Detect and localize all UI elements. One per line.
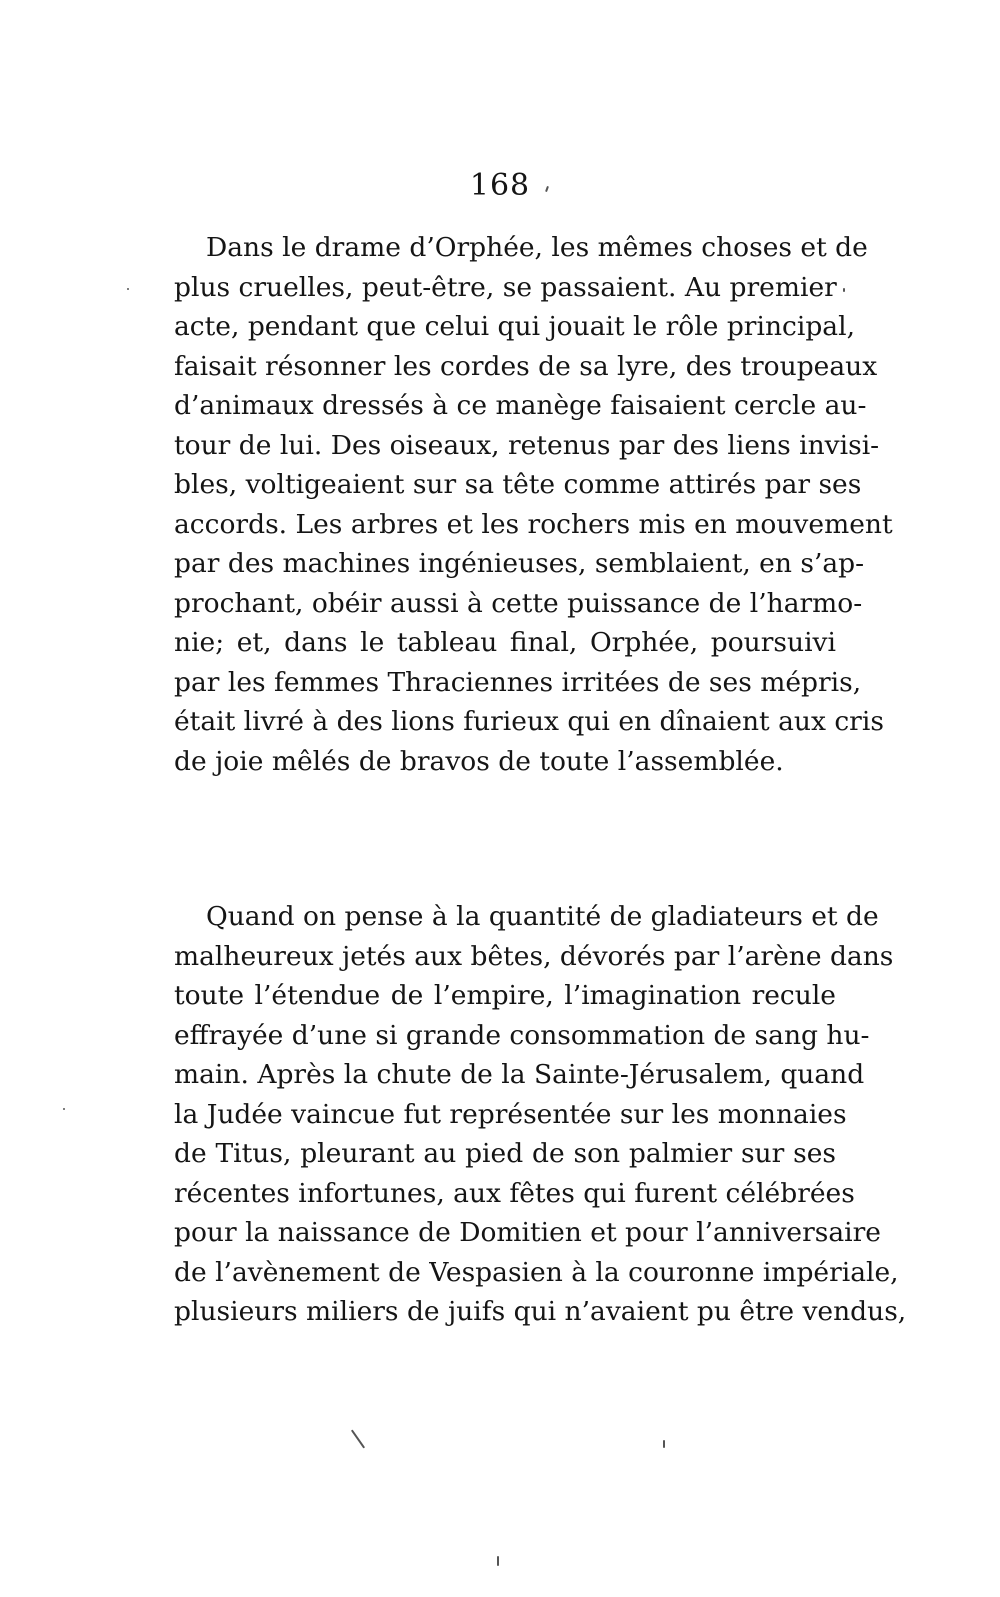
page-number: 168 [469,168,531,203]
text-line: par des machines ingénieuses, semblaient, en s’ap- [174,548,865,579]
scan-speck [663,1440,665,1448]
text-line: récentes infortunes, aux fêtes qui furent célébrées [174,1177,855,1209]
text-line: de Titus, pleurant au pied de son palmier sur ses [174,1138,836,1169]
text-line: acte, pendant que celui qui jouait le rôle principal, [174,311,855,342]
text-line: tour de lui. Des oiseaux, retenus par des liens invisi- [174,429,880,461]
scan-speck [127,288,129,290]
text-line: d’animaux dressés à ce manège faisaient cercle au- [174,390,867,421]
scan-speck [497,1556,499,1566]
text-line: main. Après la chute de la Sainte-Jérusalem, quand [174,1059,865,1090]
text-line: faisait résonner les cordes de sa lyre, des troupeaux [174,350,878,382]
text-line: la Judée vaincue fut représentée sur les monnaies [174,1098,847,1130]
text-line: nie; et, dans le tableau final, Orphée, poursuivi [174,627,836,658]
text-line: Dans le drame d’Orphée, les mêmes choses et de [206,232,868,263]
text-line: pour la naissance de Domitien et pour l’anniversaire [174,1217,881,1248]
text-line: plusieurs miliers de juifs qui n’avaient pu être vendus, [174,1296,907,1327]
text-line: était livré à des lions furieux qui en dînaient aux cris [174,706,884,737]
text-line: accords. Les arbres et les rochers mis en mouvement [174,508,893,540]
text-line: plus cruelles, peut-être, se passaient. Au premier [174,271,837,303]
text-line: prochant, obéir aussi à cette puissance de l’harmo- [174,587,863,619]
paragraph-2 [174,897,907,1332]
text-line: Quand on pense à la quantité de gladiateurs et de [206,901,879,932]
text-line: de joie mêlés de bravos de toute l’assemblée. [174,745,784,777]
scan-speck [351,1429,365,1448]
text-line: de l’avènement de Vespasien à la couronne impériale, [174,1256,899,1288]
text-line: bles, voltigeaient sur sa tête comme attirés par ses [174,469,862,500]
text-line: toute l’étendue de l’empire, l’imagination recule [174,980,836,1011]
paragraph-1 [174,228,893,781]
text-line: effrayée d’une si grande consommation de sang hu- [174,1019,870,1051]
text-line: par les femmes Thraciennes irritées de ses mépris, [174,666,862,698]
scan-speck [843,288,845,292]
text-line: malheureux jetés aux bêtes, dévorés par l’arène dans [174,940,894,972]
scan-speck [63,1108,65,1110]
